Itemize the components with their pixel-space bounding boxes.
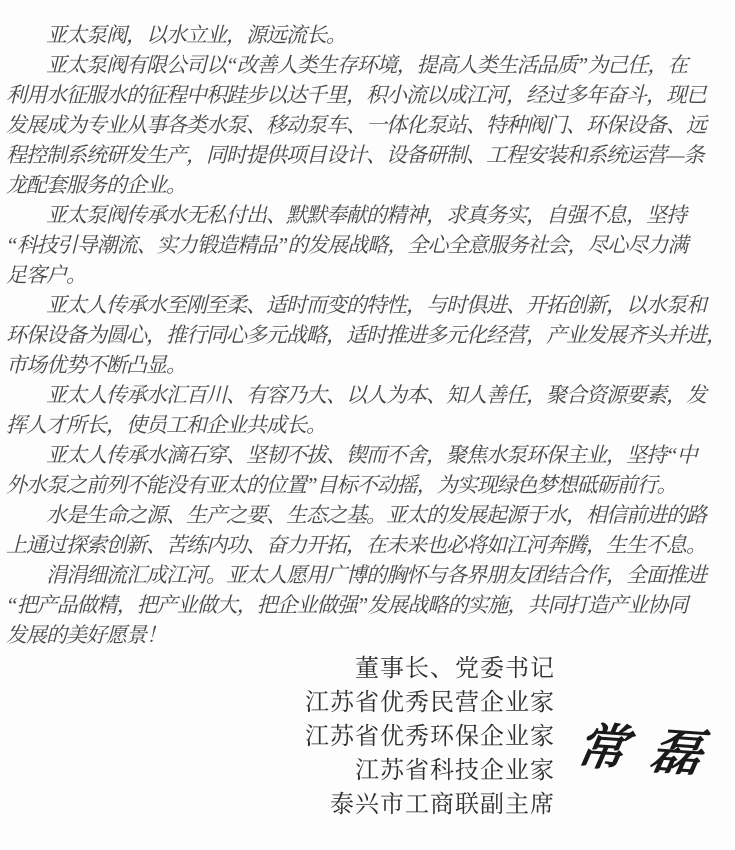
text-line: 龙配套服务的企业。 <box>6 173 186 197</box>
text-line: 挥人才所长，使员工和企业共成长。 <box>6 413 326 437</box>
signature-title-line: 董事长、党委书记 <box>355 655 555 682</box>
handwritten-signature: 常 磊 <box>572 717 713 783</box>
text-line: 发展的美好愿景！ <box>6 623 166 647</box>
signature-title-line: 泰兴市工商联副主席 <box>330 791 555 818</box>
text-line: 环保设备为圆心，推行同心多元战略，适时推进多元化经营，产业发展齐头并进， <box>6 323 726 347</box>
text-line: 亚太人传承水滴石穿、坚韧不拔、锲而不舍，聚焦水泵环保主业，坚持“中 <box>46 443 697 467</box>
text-line: 涓涓细流汇成江河。亚太人愿用广博的胸怀与各界朋友团结合作，全面推进 <box>46 563 706 587</box>
signature-title-line: 江苏省科技企业家 <box>355 757 555 784</box>
text-line: 水是生命之源、生产之要、生态之基。亚太的发展起源于水，相信前进的路 <box>46 503 706 527</box>
text-line: “科技引导潮流、实力锻造精品”的发展战略，全心全意服务社会，尽心尽力满 <box>6 233 688 257</box>
text-line: 足客户。 <box>6 263 86 287</box>
text-line: 亚太人传承水汇百川、有容乃大、以人为本、知人善任，聚合资源要素，发 <box>46 383 706 407</box>
text-line: 亚太泵阀有限公司以“改善人类生存环境，提高人类生活品质”为己任，在 <box>46 53 688 77</box>
text-line: “把产品做精，把产业做大，把企业做强”发展战略的实施，共同打造产业协同 <box>6 593 688 617</box>
text-line: 利用水征服水的征程中积跬步以达千里，积小流以成江河，经过多年奋斗，现已 <box>6 83 706 107</box>
text-line: 亚太人传承水至刚至柔、适时而变的特性，与时俱进、开拓创新，以水泵和 <box>46 293 706 317</box>
text-line: 亚太泵阀传承水无私付出、默默奉献的精神，求真务实，自强不息，坚持 <box>46 203 686 227</box>
signature-titles <box>0 652 555 822</box>
text-line: 市场优势不断凸显。 <box>6 353 186 377</box>
text-line: 程控制系统研发生产，同时提供项目设计、设备研制、工程安装和系统运营—条 <box>6 143 704 167</box>
signature-title-line: 江苏省优秀民营企业家 <box>305 689 555 716</box>
text-line: 亚太泵阀，以水立业，源远流长。 <box>46 23 346 47</box>
text-line: 发展成为专业从事各类水泵、移动泵车、一体化泵站、特种阀门、环保设备、远 <box>6 113 706 137</box>
text-line: 上通过探索创新、苦练内功、奋力开拓，在未来也必将如江河奔腾，生生不息。 <box>6 533 706 557</box>
signature-title-line: 江苏省优秀环保企业家 <box>305 723 555 750</box>
text-line: 外水泵之前列不能没有亚太的位置”目标不动摇，为实现绿色梦想砥砺前行。 <box>6 473 677 497</box>
body-text <box>6 20 735 650</box>
